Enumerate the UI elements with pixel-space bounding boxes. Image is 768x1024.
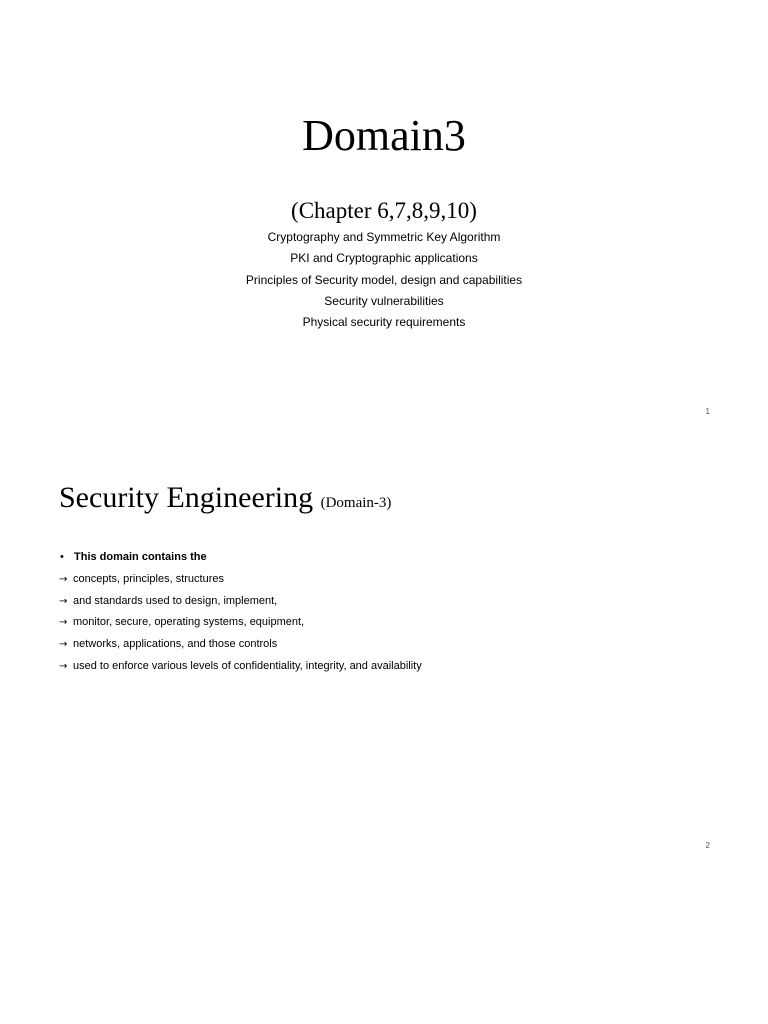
topic-item: Principles of Security model, design and capabilities (245, 272, 523, 287)
list-item-text: networks, applications, and those controls (73, 638, 278, 651)
list-item (59, 634, 422, 656)
topic-item: PKI and Cryptographic applications (290, 251, 478, 266)
content-list (59, 547, 422, 678)
arrow-right-icon: → (59, 617, 68, 629)
arrow-right-icon: → (59, 639, 68, 651)
arrow-right-icon: → (59, 660, 68, 672)
list-item-text: used to enforce various levels of confidentiality, integrity, and availability (73, 659, 422, 672)
slide-2 (0, 432, 768, 864)
topic-item: Security vulnerabilities (324, 293, 444, 308)
page-number: 2 (705, 841, 710, 850)
topic-item: Physical security requirements (302, 315, 466, 330)
list-item (59, 656, 422, 678)
page-number: 1 (705, 407, 710, 416)
arrow-right-icon: → (59, 573, 68, 585)
bullet-icon: • (60, 551, 64, 563)
list-item (59, 569, 422, 591)
slide-title (59, 478, 391, 523)
slide-subtitle: (Chapter 6,7,8,9,10) (291, 198, 477, 223)
slide-title-suffix: (Domain-3) (320, 495, 392, 511)
list-item-text: concepts, principles, structures (73, 572, 225, 585)
list-item-text: and standards used to design, implement, (73, 594, 278, 607)
list-item (59, 612, 422, 634)
slide-title-text: Security Engineering (59, 481, 314, 514)
list-item (59, 591, 422, 613)
intro-text: This domain contains the (74, 551, 207, 563)
slide-1 (0, 0, 768, 432)
topic-list (0, 227, 768, 333)
arrow-right-icon: → (59, 595, 68, 607)
list-item-text: monitor, secure, operating systems, equipment, (73, 616, 305, 629)
list-item-intro (59, 547, 422, 569)
topic-item: Cryptography and Symmetric Key Algorithm (267, 230, 501, 244)
slide-title: Domain3 (302, 111, 466, 160)
